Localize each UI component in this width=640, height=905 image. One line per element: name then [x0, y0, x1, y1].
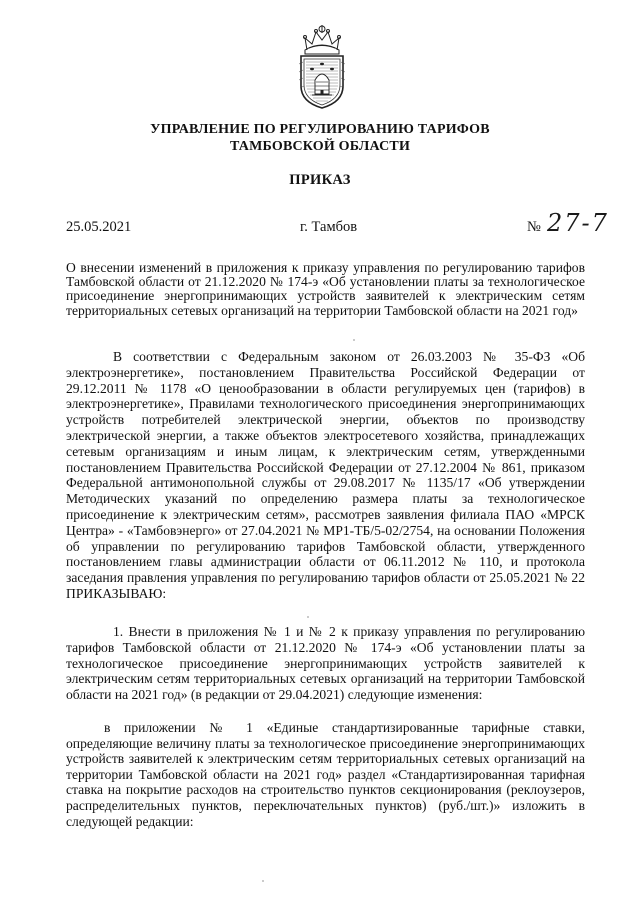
document-number-sign: № [527, 219, 541, 235]
agency-name-line1: УПРАВЛЕНИЕ ПО РЕГУЛИРОВАНИЮ ТАРИФОВ [150, 122, 490, 137]
document-type: ПРИКАЗ [289, 172, 351, 188]
scan-speck [262, 880, 264, 882]
order-subpoint-appendix-1 [66, 720, 585, 829]
legal-basis-text: В соответствии с Федеральным законом от 26.03.2003 № 35-ФЗ «Об электроэнергетике», постановлением Правительства Российской Федерации от 29.12.2011 № 1178 «О ценообразовании в области регулируемых цен (тарифов) в электроэнергетике», Правилами технологического присоединения энергопринимающих устройств потребителей электрической энергии, объектов по производству электрической энергии, а также объектов электросетевого хозяйства, принадлежащих сетевым организациям и иным лицам, к электрическим сетям, утвержденными постановлением Правительства Российской Федерации от 27.12.2004 № 861, приказом Федеральной антимонопольной службы от 29.08.2017 № 1135/17 «Об утверждении Методических указаний по определению размера платы за технологическое присоединение к электрическим сетям», рассмотрев заявления филиала ПАО «МРСК Центра» - «Тамбовэнерго» от 27.04.2021 № МР1-ТБ/5-02/2754, на основании Положения об управлении по регулированию тарифов Тамбовской области, утвержденного постановлением главы администрации области от 06.11.2012 № 110, и протокола заседания правления управления по регулированию тарифов области от 25.05.2021 № 22 ПРИКАЗЫВАЮ: [66, 349, 585, 601]
legal-basis-paragraph [66, 349, 585, 602]
document-number-handwritten: 27-7 [547, 209, 609, 237]
document-city: г. Тамбов [300, 219, 358, 235]
scan-speck [307, 616, 309, 618]
order-subject [66, 261, 585, 318]
tambov-coat-of-arms-icon [295, 24, 349, 110]
document-date: 25.05.2021 [66, 219, 132, 235]
order-point-1 [66, 624, 585, 703]
scan-speck [353, 339, 355, 341]
agency-name-line2: ТАМБОВСКОЙ ОБЛАСТИ [229, 139, 411, 154]
agency-name [0, 121, 640, 155]
order-subject-text: О внесении изменений в приложения к приказу управления по регулированию тарифов Тамбовской области от 21.12.2020 № 174-э «Об установлении платы за технологическое присоединение энергопринимающих устройств заявителей к электрическим сетям территориальных сетевых организаций на территории Тамбовской области на 2021 год» [66, 260, 585, 318]
order-subpoint-text: в приложении № 1 «Единые стандартизированные тарифные ставки, определяющие величину платы за технологическое присоединение энергопринимающих устройств заявителей к электрическим сетям территориальных сетевых организаций на территории Тамбовской области на 2021 год» раздел «Стандартизированная тарифная ставка на покрытие расходов на строительство пунктов секционирования (реклоузеров, распределительных пунктов, переключательных пунктов) (руб./шт.)» изложить в следующей редакции: [66, 720, 585, 829]
order-point-1-text: 1. Внести в приложения № 1 и № 2 к приказу управления по регулированию тарифов Тамбовской области от 21.12.2020 № 174-э «Об установлении платы за технологическое присоединение энергопринимающих устройств заявителей к электрическим сетям территориальных сетевых организаций на территории Тамбовской области на 2021 год» (в редакции от 29.04.2021) следующие изменения: [66, 624, 585, 703]
